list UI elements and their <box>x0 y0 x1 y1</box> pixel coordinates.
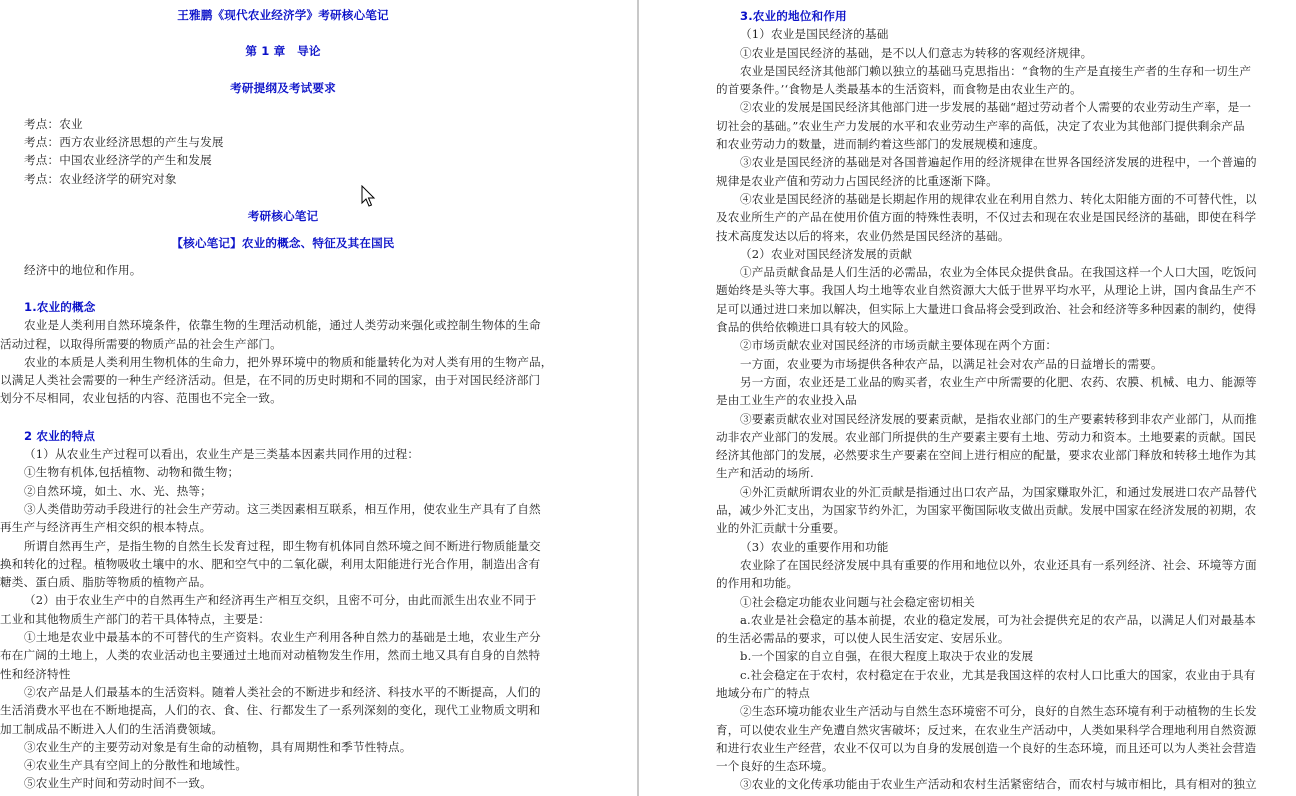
text-line: 加工制成品不断进入人们的生活消费领域。 <box>0 721 224 736</box>
text-line: 划分不尽相同，农业包括的内容、范围也不完全一致。 <box>0 391 282 406</box>
text-line: （2）由于农业生产中的自然再生产和经济再生产相互交织，且密不可分，由此而派生出农业不同于 <box>24 593 537 608</box>
exam-point: 考点：农业经济学的研究对象 <box>24 171 177 186</box>
text-line: ①土地是农业中最基本的不可替代的生产资料。农业生产利用各种自然力的基础是土地，农业生产分 <box>24 630 541 645</box>
text-line: 的作用和功能。 <box>716 576 799 591</box>
text-line: 农业是人类利用自然环境条件，依靠生物的生理活动机能，通过人类劳动来强化或控制生物体的生命 <box>24 318 541 333</box>
text-line: 农业除了在国民经济发展中具有重要的作用和地位以外，农业还具有一系列经济、社会、环境等方面 <box>740 557 1257 572</box>
text-line: a.农业是社会稳定的基本前提，农业的稳定发展，可为社会提供充足的农产品，以满足人们对最基本 <box>740 612 1256 627</box>
core-note-title: 【核心笔记】农业的概念、特征及其在国民 <box>171 236 395 251</box>
text-line: 业的外汇贡献十分重要。 <box>716 521 846 536</box>
text-line: ③人类借助劳动手段进行的社会生产劳动。这三类因素相互联系，相互作用，使农业生产具有了自然 <box>24 501 541 516</box>
text-line: 和农业劳动力的数量，进而制约着这些部门的发展规模和速度。 <box>716 137 1045 152</box>
right-page-content <box>716 0 1278 794</box>
text-line: ④农业生产具有空间上的分散性和地域性。 <box>24 758 248 773</box>
document-title: 王雅鹏《现代农业经济学》考研核心笔记 <box>177 8 389 22</box>
text-line: ①社会稳定功能农业问题与社会稳定密切相关 <box>740 594 975 609</box>
text-line: 布在广阔的土地上，人类的农业活动也主要通过土地而对动植物发生作用，然而土地又具有自身的自然特 <box>0 648 541 663</box>
text-line: （3）农业的重要作用和功能 <box>740 539 889 554</box>
text-line: 换和转化的过程。植物吸收土壤中的水、肥和空气中的二氧化碳，利用太阳能进行光合作用，制造出含有 <box>0 556 541 571</box>
right-page <box>640 0 1296 796</box>
text-line: ①产品贡献食品是人们生活的必需品，农业为全体民众提供食品。在我国这样一个人口大国，吃饭问 <box>740 265 1257 280</box>
text-line: 性和经济特性 <box>0 666 71 681</box>
text-line: （2）农业对国民经济发展的贡献 <box>740 246 912 261</box>
text-line: 生产和活动的场所. <box>716 466 814 481</box>
syllabus-title: 考研提纲及考试要求 <box>230 80 336 95</box>
text-line: c.社会稳定在于农村，农村稳定在于农业，尤其是我国这样的农村人口比重大的国家，农业由于具有 <box>740 667 1256 682</box>
text-line: ④外汇贡献所谓农业的外汇贡献是指通过出口农产品，为国家赚取外汇，和通过发展进口农产品替代 <box>740 484 1257 499</box>
text-line: ⑤农业生产时间和劳动时间不一致。 <box>24 776 212 791</box>
text-line: 规律是农业产值和劳动力占国民经济的比重逐渐下降。 <box>716 173 998 188</box>
section-heading-features: 2 农业的特点 <box>24 428 96 443</box>
text-line: 品，减少外汇支出，为国家节约外汇，为国家平衡国际收支做出贡献。发展中国家在经济发展的初期，农 <box>716 503 1257 518</box>
text-line: 足可以通过进口来加以解决，但实际上大量进口食品将会受到政治、社会和经济等多种因素的制约，使得 <box>716 301 1257 316</box>
text-line: 题始终是头等大事。我国人均土地等农业自然资源大大低于世界平均水平，从理论上讲，国内食品生产不 <box>716 283 1257 298</box>
text-line: 切社会的基础。”农业生产力发展的水平和农业劳动生产率的高低，决定了农业为其他部门提供剩余产品 <box>716 118 1245 133</box>
text-line: ②自然环境，如土、水、光、热等； <box>24 483 212 498</box>
chapter-title: 第 1 章 导论 <box>245 44 321 59</box>
text-line: 另一方面，农业还是工业品的购买者，农业生产中所需要的化肥、农药、农膜、机械、电力、能源等 <box>740 374 1257 389</box>
notes-title: 考研核心笔记 <box>247 209 319 224</box>
text-line: （1）从农业生产过程可以看出，农业生产是三类基本因素共同作用的过程： <box>24 447 420 462</box>
text-line: 再生产与经济再生产相交织的根本特点。 <box>0 520 212 535</box>
text-line: ②市场贡献农业对国民经济的市场贡献主要体现在两个方面： <box>740 338 1058 353</box>
text-line: 食品的供给依赖进口具有较大的风险。 <box>716 320 916 335</box>
text-line: 是由工业生产的农业投入品 <box>716 393 857 408</box>
text-line: ③农业生产的主要劳动对象是有生命的动植物，具有周期性和季节性特点。 <box>24 739 412 754</box>
text-line: 生活消费水平也在不断地提高，人们的衣、食、住、行都发生了一系列深刻的变化，现代工业物质文明和 <box>0 703 541 718</box>
text-line: ②农业的发展是国民经济其他部门进一步发展的基础“超过劳动者个人需要的农业劳动生产率，是一 <box>740 100 1252 115</box>
left-page-content <box>0 0 566 793</box>
core-note-title-continuation: 经济中的地位和作用。 <box>24 262 142 277</box>
exam-point: 考点：西方农业经济思想的产生与发展 <box>24 135 224 150</box>
text-line: 活动过程，以取得所需要的物质产品的社会生产部门。 <box>0 336 282 351</box>
section-heading-concept: 1.农业的概念 <box>24 299 96 314</box>
text-line: 动非农产业部门的发展。农业部门所提供的生产要素主要有土地、劳动力和资本。土地要素的贡献。国民 <box>716 429 1257 444</box>
text-line: 工业和其他物质生产部门的若干具体特点，主要是： <box>0 611 271 626</box>
text-line: 以满足人类社会需要的一种生产经济活动。但是，在不同的历史时期和不同的国家，由于对国民经济部门 <box>0 373 541 388</box>
text-line: 糖类、蛋白质、脂肪等物质的植物产品。 <box>0 575 212 590</box>
exam-point: 考点：中国农业经济学的产生和发展 <box>24 153 212 168</box>
text-line: 育，可以使农业生产免遭自然灾害破坏；反过来，在农业生产活动中，人类如果科学合理地利用自然资源 <box>716 722 1257 737</box>
page-divider <box>637 0 639 796</box>
text-line: 经济其他部门的发展，必然要求生产要素在空间上进行相应的配量，要求农业部门释放和转移土地作为其 <box>716 448 1257 463</box>
mouse-pointer-icon <box>361 185 377 209</box>
text-line: 地域分布广的特点 <box>716 685 810 700</box>
text-line: 农业是国民经济其他部门赖以独立的基础马克思指出：“食物的生产是直接生产者的生存和一切生产 <box>740 63 1252 78</box>
text-line: 所谓自然再生产，是指生物的自然生长发育过程，即生物有机体同自然环境之间不断进行物质能量交 <box>24 538 541 553</box>
text-line: ④农业是国民经济的基础是长期起作用的规律农业在利用自然力、转化太阳能方面的不可替代性，以 <box>740 191 1257 206</box>
section-heading-status-role: 3.农业的地位和作用 <box>740 9 847 23</box>
text-line: 农业的本质是人类利用生物机体的生命力，把外界环境中的物质和能量转化为对人类有用的生物产品， <box>24 354 553 369</box>
text-line: 及农业所生产的产品在使用价值方面的特殊性表明，不仅过去和现在农业是国民经济的基础，即使在科学 <box>716 210 1257 225</box>
text-line: 技术高度发达以后的将来，农业仍然是国民经济的基础。 <box>716 228 1010 243</box>
text-line: ②生态环境功能农业生产活动与自然生态环境密不可分，良好的自然生态环境有利于动植物的生长发 <box>740 704 1257 719</box>
exam-points-list <box>0 115 566 188</box>
left-page <box>0 0 638 796</box>
text-line: （1）农业是国民经济的基础 <box>740 27 889 42</box>
text-line: ①农业是国民经济的基础，是不以人们意志为转移的客观经济规律。 <box>740 45 1093 60</box>
text-line: ③农业的文化传承功能由于农业生产活动和农村生活紧密结合，而农村与城市相比，具有相对的独立 <box>740 777 1257 792</box>
text-line: ③农业是国民经济的基础是对各国普遍起作用的经济规律在世界各国经济发展的进程中，一个普遍的 <box>740 155 1257 170</box>
text-line: 和进行农业生产经营，农业不仅可以为自身的发展创造一个良好的生态环境，而且还可以为人类社会营造 <box>716 740 1257 755</box>
text-line: ②农产品是人们最基本的生活资料。随着人类社会的不断进步和经济、科技水平的不断提高，人们的 <box>24 684 541 699</box>
text-line: b.一个国家的自立自强，在很大程度上取决于农业的发展 <box>740 649 1034 664</box>
text-line: 的首要条件。’‘食物是人类最基本的生活资料，而食物是由农业生产的。 <box>716 82 1082 97</box>
exam-point: 考点：农业 <box>24 116 83 131</box>
text-line: ③要素贡献农业对国民经济发展的要素贡献，是指农业部门的生产要素转移到非农产业部门，从而推 <box>740 411 1257 426</box>
text-line: 一个良好的生态环境。 <box>716 759 834 774</box>
text-line: 一方面，农业要为市场提供各种农产品，以满足社会对农产品的日益增长的需要。 <box>740 356 1163 371</box>
text-line: ①生物有机体,包括植物、动物和微生物； <box>24 465 240 480</box>
text-line: 的生活必需品的要求，可以使人民生活安定、安居乐业。 <box>716 631 1010 646</box>
